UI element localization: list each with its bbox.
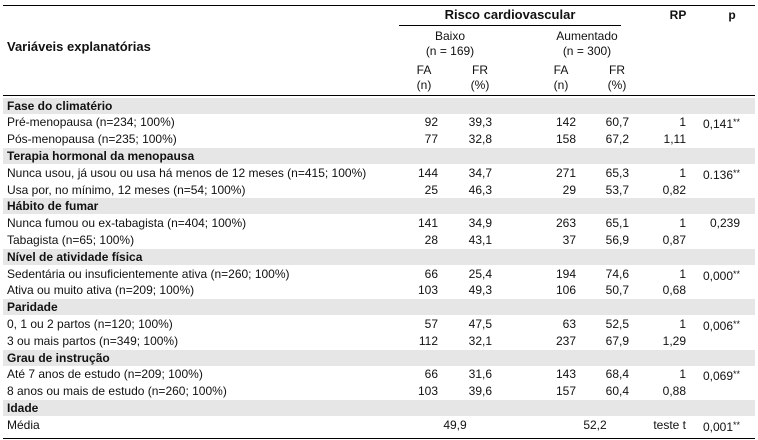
p-value (703, 317, 740, 333)
rp-value: 1 (679, 165, 686, 180)
low-risk-fa: 77 (424, 132, 438, 147)
header-low-risk-label: Baixo (434, 29, 466, 43)
row-label: Usa por, no mínimo, 12 meses (n=54; 100%) (7, 182, 246, 197)
low-risk-fr: 43,1 (468, 232, 492, 247)
low-risk-fa: 66 (424, 367, 438, 382)
high-risk-fa: 158 (555, 132, 576, 147)
low-risk-fa: 57 (424, 316, 438, 331)
header-low-fr-unit: (%) (470, 78, 490, 92)
low-risk-fa: 66 (424, 266, 438, 281)
header-low-fa: FA (416, 63, 432, 77)
low-risk-fa: 103 (417, 384, 438, 399)
row-label: Pré-menopausa (n=234; 100%) (7, 115, 175, 130)
section-band (3, 400, 755, 416)
rp-value: 1 (679, 367, 686, 382)
header-low-risk-n: (n = 169) (425, 44, 475, 58)
high-risk-fa: 263 (555, 216, 576, 231)
high-risk-fr: 65,1 (605, 216, 629, 231)
high-risk-fr: 56,9 (605, 232, 629, 247)
high-risk-fr: 52,5 (605, 316, 629, 331)
row-label: Ativa ou muito ativa (n=209; 100%) (7, 283, 195, 298)
high-risk-fa: 237 (555, 333, 576, 348)
low-risk-fr: 39,3 (468, 115, 492, 130)
row-label: Média (7, 417, 40, 432)
p-value (703, 267, 740, 283)
low-risk-fa: 112 (418, 333, 438, 348)
p-value-footnote-mark: ** (733, 318, 741, 329)
header-high-fr: FR (609, 63, 625, 77)
header-high-fr-unit: (%) (607, 78, 627, 92)
header-high-risk-n: (n = 300) (562, 44, 612, 58)
p-value-number: 0,006 (703, 318, 734, 333)
rp-value: teste t (653, 417, 686, 432)
section-band (3, 98, 755, 114)
low-risk-fr: 25,4 (468, 266, 492, 281)
rp-value: 1 (679, 316, 686, 331)
low-risk-mean: 49,9 (443, 417, 467, 432)
low-risk-fr: 47,5 (468, 316, 492, 331)
low-risk-fa: 103 (417, 283, 438, 298)
low-risk-fr: 31,6 (468, 367, 492, 382)
row-label: 8 anos ou mais de estudo (n=260; 100%) (7, 384, 227, 399)
rp-value: 0,68 (662, 283, 686, 298)
high-risk-fa: 194 (555, 266, 576, 281)
section-band (3, 299, 755, 315)
p-value-number: 0,000 (703, 268, 734, 283)
high-risk-fa: 143 (555, 367, 576, 382)
p-value-footnote-mark: ** (733, 117, 741, 128)
row-label: Sedentária ou insuficientemente ativa (n=260; 100%) (7, 266, 290, 281)
p-value-footnote-mark: ** (733, 167, 741, 178)
rp-value: 0,82 (662, 182, 686, 197)
section-title: Hábito de fumar (7, 199, 99, 214)
p-value-number: 0,069 (703, 369, 734, 384)
bottom-rule (3, 438, 755, 439)
p-value-footnote-mark: ** (733, 268, 741, 279)
section-title: Terapia hormonal da menopausa (7, 148, 195, 163)
low-risk-fa: 141 (417, 216, 438, 231)
high-risk-fr: 67,9 (605, 333, 629, 348)
high-risk-fr: 60,4 (605, 384, 629, 399)
low-risk-fr: 39,6 (468, 384, 492, 399)
header-variables-label: Variáveis explanatórias (7, 39, 151, 54)
header-risk-group-label: Risco cardiovascular (444, 7, 576, 22)
header-low-fa-unit: (n) (416, 78, 432, 92)
high-risk-fa: 37 (562, 232, 576, 247)
p-value-footnote-mark: ** (733, 369, 741, 380)
p-value (703, 367, 740, 383)
high-risk-fr: 50,7 (605, 283, 629, 298)
row-label: Até 7 anos de estudo (n=209; 100%) (7, 367, 203, 382)
high-risk-fa: 157 (555, 384, 576, 399)
header-low-fr: FR (472, 63, 488, 77)
high-risk-fr: 53,7 (605, 182, 629, 197)
rp-value: 1,29 (662, 333, 686, 348)
low-risk-fa: 144 (417, 165, 438, 180)
row-label: 3 ou mais partos (n=349; 100%) (7, 333, 179, 348)
header-p-label: p (728, 8, 736, 22)
header-high-fa-unit: (n) (553, 78, 569, 92)
high-risk-fa: 106 (555, 283, 576, 298)
high-risk-fa: 29 (562, 182, 576, 197)
row-label: 0, 1 ou 2 partos (n=120; 100%) (7, 316, 173, 331)
low-risk-fr: 34,7 (468, 165, 492, 180)
low-risk-fa: 92 (424, 115, 438, 130)
high-risk-fr: 68,4 (605, 367, 629, 382)
low-risk-fr: 49,3 (468, 283, 492, 298)
rp-value: 0,87 (662, 232, 686, 247)
low-risk-fr: 32,8 (468, 132, 492, 147)
p-value-footnote-mark: ** (733, 419, 741, 430)
header-rp-label: RP (669, 8, 687, 22)
high-risk-fa: 63 (562, 316, 576, 331)
section-title: Grau de instrução (7, 350, 110, 365)
high-risk-fr: 60,7 (605, 115, 629, 130)
high-risk-fr: 74,6 (605, 266, 629, 281)
low-risk-fr: 32,1 (468, 333, 492, 348)
header-bottom-rule (3, 95, 755, 96)
p-value (710, 216, 740, 230)
low-risk-fr: 46,3 (468, 182, 492, 197)
row-label: Pós-menopausa (n=235; 100%) (7, 132, 177, 147)
top-rule (3, 5, 755, 6)
section-band (3, 198, 755, 214)
section-title: Idade (7, 400, 39, 415)
row-label: Nunca usou, já usou ou usa há menos de 12 meses (n=415; 100%) (7, 165, 367, 180)
low-risk-fa: 28 (424, 232, 438, 247)
risk-group-underline (399, 25, 621, 26)
section-title: Paridade (7, 300, 58, 315)
row-label: Nunca fumou ou ex-tabagista (n=404; 100%) (7, 216, 247, 231)
rp-value: 1 (679, 216, 686, 231)
section-title: Nível de atividade física (7, 249, 143, 264)
rp-value: 1 (679, 115, 686, 130)
p-value (703, 418, 740, 434)
high-risk-fa: 271 (555, 165, 576, 180)
p-value-number: 0.136 (703, 167, 734, 182)
high-risk-fr: 65,3 (605, 165, 629, 180)
low-risk-fa: 25 (424, 182, 438, 197)
header-high-fa: FA (553, 63, 569, 77)
p-value (703, 115, 740, 131)
rp-value: 1 (679, 266, 686, 281)
header-high-risk-label: Aumentado (556, 29, 618, 43)
p-value (703, 166, 740, 182)
high-risk-fr: 67,2 (605, 132, 629, 147)
low-risk-fr: 34,9 (468, 216, 492, 231)
p-value-number: 0,141 (703, 117, 734, 132)
p-value-number: 0,239 (710, 216, 741, 231)
p-value-number: 0,001 (703, 419, 734, 434)
row-label: Tabagista (n=65; 100%) (7, 232, 135, 247)
high-risk-mean: 52,2 (583, 417, 607, 432)
high-risk-fa: 142 (555, 115, 576, 130)
section-title: Fase do climatério (7, 98, 113, 113)
rp-value: 0,88 (662, 384, 686, 399)
section-band (3, 350, 755, 366)
rp-value: 1,11 (663, 132, 686, 147)
